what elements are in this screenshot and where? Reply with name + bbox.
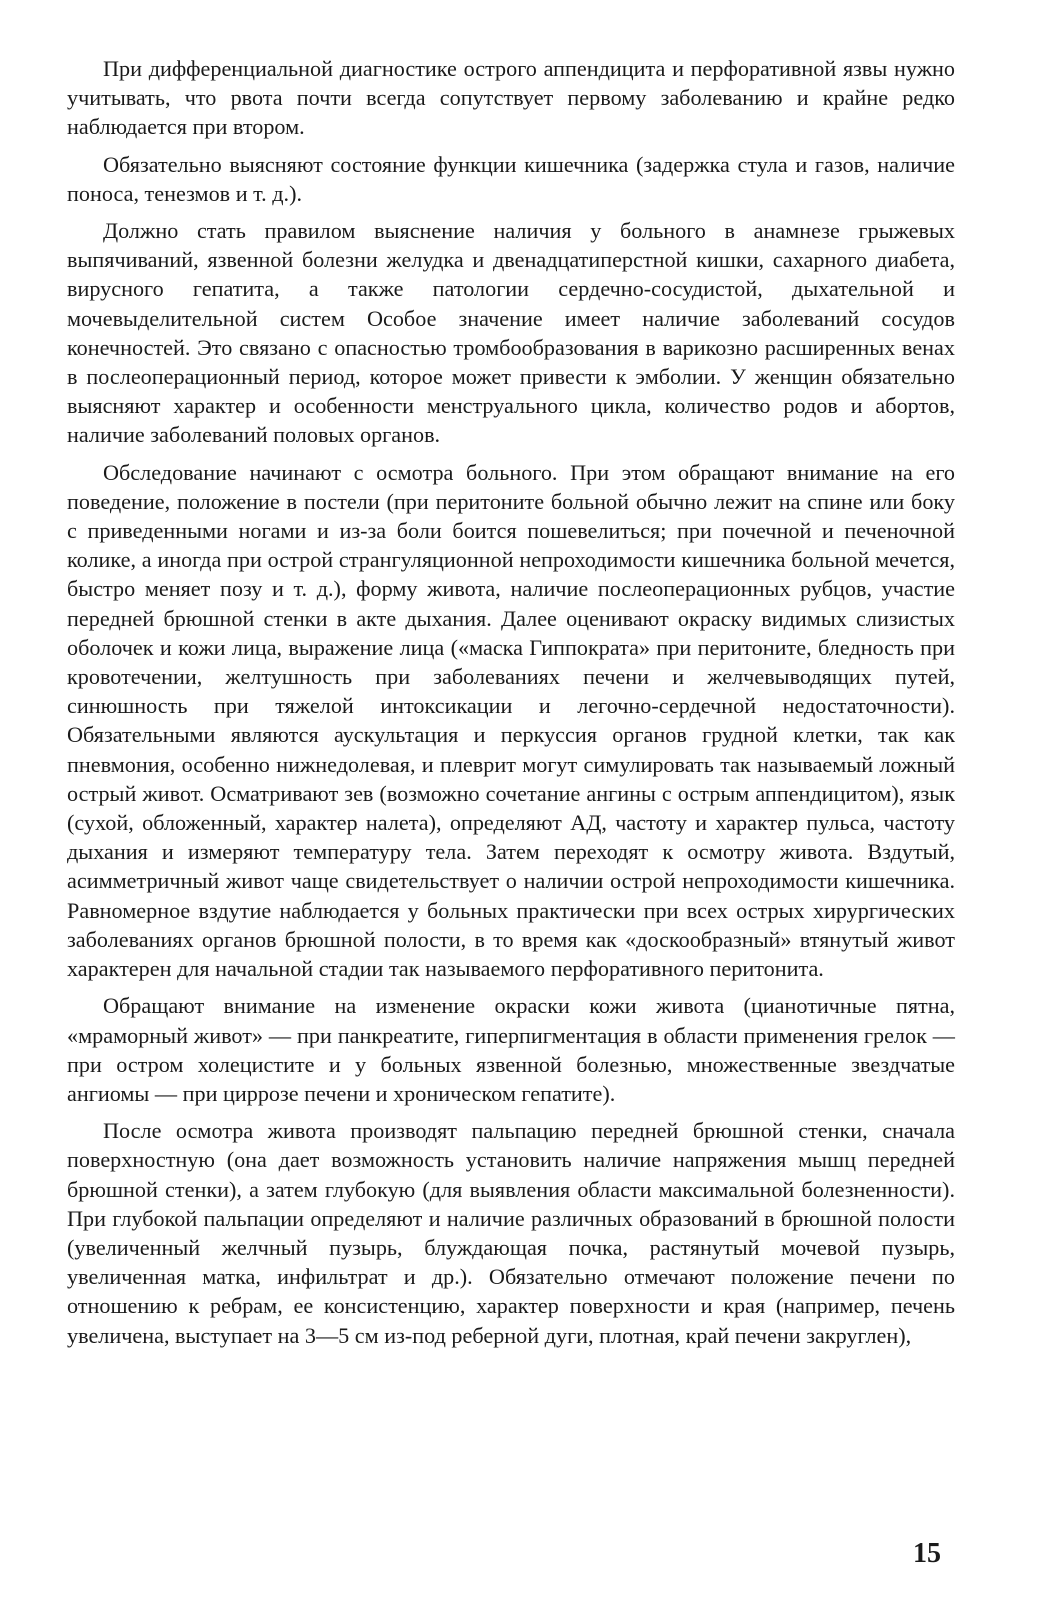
- body-text: [67, 54, 955, 1350]
- paragraph: Обращают внимание на изменение окраски кожи живота (цианотичные пятна, «мраморный живот» — при панкреатите, гиперпигментация в области применения грелок — при остром холецистите и у больных язвенной болезнью, множественные звездчатые ангиомы — при циррозе печени и хроническом гепатите).: [67, 993, 955, 1106]
- page-number: 15: [913, 1538, 941, 1569]
- paragraph: Обследование начинают с осмотра больного. При этом обращают внимание на его поведение, положение в постели (при перитоните больной обычно лежит на спине или боку с приведенными ногами и из-за боли боится пошевелиться; при почечной и печеночной колике, а иногда при острой странгуляционной непроходимости кишечника больной мечется, быстро меняет позу и т. д.), форму живота, наличие послеоперационных рубцов, участие передней брюшной стенки в акте дыхания. Далее оценивают окраску видимых слизистых оболочек и кожи лица, выражение лица («маска Гиппократа» при перитоните, бледность при кровотечении, желтушность при заболеваниях печени и желчевыводящих путей, синюшность при тяжелой интоксикации и легочно-сердечной недостаточности). Обязательными являются аускультация и перкуссия органов грудной клетки, так как пневмония, особенно нижнедолевая, и плеврит могут симулировать так называемый ложный острый живот. Осматривают зев (возможно сочетание ангины с острым аппендицитом), язык (сухой, обложенный, характер налета), определяют АД, частоту и характер пульса, частоту дыхания и измеряют температуру тела. Затем переходят к осмотру живота. Вздутый, асимметричный живот чаще свидетельствует о наличии острой непроходимости кишечника. Равномерное вздутие наблюдается у больных практически при всех острых хирургических заболеваниях органов брюшной полости, в то время как «доскообразный» втянутый живот характерен для начальной стадии так называемого перфоративного перитонита.: [67, 459, 955, 982]
- paragraph: Должно стать правилом выяснение наличия у больного в анамнезе грыжевых выпячиваний, язвенной болезни желудка и двенадцатиперстной кишки, сахарного диабета, вирусного гепатита, а также патологии сердечно-сосудистой, дыхательной и мочевыделительной систем Особое значение имеет наличие заболеваний сосудов конечностей. Это связано с опасностью тромбообразования в варикозно расширенных венах в послеоперационный период, которое может привести к эмболии. У женщин обязательно выясняют характер и особенности менструального цикла, количество родов и абортов, наличие заболеваний половых органов.: [67, 218, 955, 448]
- paragraph: При дифференциальной диагностике острого аппендицита и перфоративной язвы нужно учитывать, что рвота почти всегда сопутствует первому заболеванию и крайне редко наблюдается при втором.: [67, 56, 955, 140]
- paragraph: После осмотра живота производят пальпацию передней брюшной стенки, сначала поверхностную (она дает возможность установить наличие напряжения мышц передней брюшной стенки), а затем глубокую (для выявления области максимальной болезненности). При глубокой пальпации определяют и наличие различных образований в брюшной полости (увеличенный желчный пузырь, блуждающая почка, растянутый мочевой пузырь, увеличенная матка, инфильтрат и др.). Обязательно отмечают положение печени по отношению к ребрам, ее консистенцию, характер поверхности и края (например, печень увеличена, выступает на 3—5 см из-под реберной дуги, плотная, край печени закруглен),: [67, 1118, 955, 1348]
- paragraph: Обязательно выясняют состояние функции кишечника (задержка стула и газов, наличие поноса, тенезмов и т. д.).: [67, 151, 955, 206]
